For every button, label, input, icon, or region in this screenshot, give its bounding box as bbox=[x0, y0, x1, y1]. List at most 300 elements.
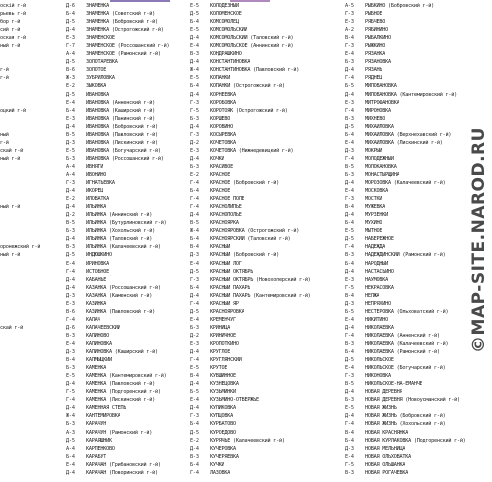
grid-reference: В-4 bbox=[190, 244, 199, 251]
grid-reference: Г-5 bbox=[190, 107, 199, 114]
index-entry bbox=[345, 445, 467, 453]
grid-reference: Е-4 bbox=[190, 316, 199, 323]
place-name: КАЛИНОВО bbox=[86, 332, 109, 339]
left-stub-row bbox=[0, 364, 62, 372]
place-name: ИГНАТЬЕВКА bbox=[86, 180, 115, 187]
index-entry bbox=[190, 58, 312, 66]
place-name: ЗНАМЕНКА (Острогожский г-й) bbox=[86, 27, 164, 34]
index-entry bbox=[190, 203, 312, 211]
grid-reference: Е-3 bbox=[345, 19, 354, 26]
grid-reference: В-3 bbox=[66, 332, 75, 339]
index-entry bbox=[190, 340, 312, 348]
left-stub-text: бор г-й bbox=[0, 19, 21, 26]
place-name: КРАСНОЯРОВКА (Острогожский г-й) bbox=[210, 228, 300, 235]
place-name: КРУГЛЯНСКИЙ bbox=[210, 357, 242, 364]
index-entry bbox=[345, 179, 467, 187]
index-entry bbox=[345, 42, 467, 50]
place-name: КАМЕНКА (Павловский г-й) bbox=[86, 381, 155, 388]
place-name: ИКОРЕЦ bbox=[86, 188, 104, 195]
left-stub-row bbox=[0, 284, 62, 292]
place-name: КОМСОМОЛЬСКИЙ bbox=[210, 27, 248, 34]
left-stub-row bbox=[0, 453, 62, 461]
grid-reference: Е-4 bbox=[345, 139, 354, 146]
grid-reference: Е-4 bbox=[345, 316, 354, 323]
grid-reference: Д-4 bbox=[66, 27, 75, 34]
grid-reference: Д-4 bbox=[345, 413, 354, 420]
grid-reference: Г-3 bbox=[190, 131, 199, 138]
index-entry bbox=[190, 420, 312, 428]
left-stub-row bbox=[0, 340, 62, 348]
left-stub-row bbox=[0, 227, 62, 235]
grid-reference: Е-2 bbox=[190, 437, 199, 444]
index-entry bbox=[66, 179, 188, 187]
index-entry bbox=[66, 292, 188, 300]
index-entry bbox=[190, 461, 312, 469]
grid-reference: Е-4 bbox=[66, 340, 75, 347]
place-name: ЗНАМЕНСКОЕ (Рамонский г-й) bbox=[86, 51, 161, 58]
index-entry bbox=[66, 437, 188, 445]
grid-reference: В-6 bbox=[66, 308, 75, 315]
index-entry bbox=[190, 284, 312, 292]
place-name: КРАСНОЯРСКИЙ (Таловский г-й) bbox=[210, 236, 291, 243]
left-stub-row bbox=[0, 179, 62, 187]
place-name: КАРПЕНКОВО bbox=[86, 445, 115, 452]
grid-reference: Г-4 bbox=[190, 180, 199, 187]
grid-reference: Д-4 bbox=[345, 389, 354, 396]
left-stub-row bbox=[0, 235, 62, 243]
place-name: ИЛЬИНКА (Таловский г-й) bbox=[86, 236, 153, 243]
index-entry bbox=[345, 74, 467, 82]
left-stub-text: г-й bbox=[0, 67, 9, 74]
index-entry bbox=[190, 82, 312, 90]
place-name: КОРОВИНО bbox=[210, 123, 233, 130]
left-stub-row bbox=[0, 91, 62, 99]
grid-reference: Г-4 bbox=[190, 300, 199, 307]
grid-reference: Д-5 bbox=[345, 123, 354, 130]
place-name: КАРАБУТ bbox=[86, 453, 107, 460]
place-name: КРИНИЦА bbox=[210, 324, 231, 331]
index-entry bbox=[345, 195, 467, 203]
index-entry bbox=[190, 163, 312, 171]
left-stub-row bbox=[0, 211, 62, 219]
grid-reference: Е-4 bbox=[66, 99, 75, 106]
index-entry bbox=[345, 324, 467, 332]
index-entry bbox=[66, 171, 188, 179]
place-name: КОНСТАНТИНОВКА bbox=[210, 59, 251, 66]
grid-reference: Д-2 bbox=[190, 139, 199, 146]
grid-reference: Е-4 bbox=[66, 461, 75, 468]
place-name: РЯБИНИНО bbox=[365, 27, 388, 34]
index-entry bbox=[66, 211, 188, 219]
place-name: КРАСНЫЙ ПАХАРЬ (Кантемировский г-й) bbox=[210, 292, 311, 299]
place-name: КРАСНОЕ bbox=[210, 188, 231, 195]
place-name: МОСТКИ bbox=[365, 196, 383, 203]
place-name: КРАСНЫЙ ОКТЯБРЬ (Новохоперский г-й) bbox=[210, 276, 311, 283]
index-entry bbox=[66, 340, 188, 348]
index-entry bbox=[66, 243, 188, 251]
left-stub-row bbox=[0, 139, 62, 147]
place-name: КОЧЕТОВКА bbox=[210, 139, 236, 146]
place-name: КОНСТАНТИНОВКА (Павловский г-й) bbox=[210, 67, 300, 74]
place-name: КОРОТОЯК (Острогожский г-й) bbox=[210, 107, 288, 114]
grid-reference: Е-4 bbox=[345, 365, 354, 372]
grid-reference: Б-5 bbox=[345, 83, 354, 90]
left-stub-row bbox=[0, 34, 62, 42]
index-entry bbox=[66, 251, 188, 259]
place-name: ИЛОВАТКА bbox=[86, 196, 109, 203]
index-entry bbox=[190, 42, 312, 50]
grid-reference: Ж-3 bbox=[66, 75, 75, 82]
place-name: КУЧКИ bbox=[210, 461, 225, 468]
left-stub-row bbox=[0, 308, 62, 316]
left-stub-row bbox=[0, 187, 62, 195]
grid-reference: В-4 bbox=[345, 35, 354, 42]
index-entry bbox=[190, 412, 312, 420]
grid-reference: Д-2 bbox=[190, 332, 199, 339]
index-column-2 bbox=[190, 2, 312, 477]
left-stub-row bbox=[0, 412, 62, 420]
place-name: КРАСНОЯРОВКА bbox=[210, 308, 245, 315]
place-name: КУЗНЕЦОВКА bbox=[210, 381, 239, 388]
place-name: КОМСОМОЛЬСКОЕ (Аннинский г-й) bbox=[210, 43, 294, 50]
place-name: КАРАЧАН (Грибановский г-й) bbox=[86, 461, 161, 468]
place-name: КОРНЕЕВКА bbox=[210, 91, 236, 98]
place-name: ЗЫКОВКА bbox=[86, 83, 107, 90]
grid-reference: Ж-4 bbox=[66, 413, 75, 420]
index-entry bbox=[345, 284, 467, 292]
index-entry bbox=[345, 308, 467, 316]
grid-reference: Б-4 bbox=[190, 188, 199, 195]
index-entry bbox=[66, 316, 188, 324]
index-entry bbox=[66, 50, 188, 58]
index-entry bbox=[345, 437, 467, 445]
grid-reference: Д-4 bbox=[190, 155, 199, 162]
index-entry bbox=[66, 107, 188, 115]
index-entry bbox=[66, 372, 188, 380]
left-stub-row bbox=[0, 260, 62, 268]
index-entry bbox=[66, 58, 188, 66]
place-name: ИЛЬИНКА (Хохольский г-й) bbox=[86, 228, 155, 235]
place-name: ИЛЬИНКА (Бутурлиновский г-й) bbox=[86, 220, 167, 227]
left-stub-text: рьевь г-й bbox=[0, 11, 26, 18]
place-name: НИКИТИНО bbox=[365, 316, 388, 323]
index-entry bbox=[66, 276, 188, 284]
place-name: НОВАЯ РОГАЧЕВКА bbox=[365, 469, 409, 476]
place-name: КУПЦОВКА bbox=[210, 413, 233, 420]
place-name: МИТРОФАНОВКА bbox=[365, 99, 400, 106]
left-stub-row bbox=[0, 348, 62, 356]
index-entry bbox=[345, 227, 467, 235]
place-name: КРУТОЕ bbox=[210, 365, 228, 372]
grid-reference: Г-4 bbox=[66, 316, 75, 323]
grid-reference: Д-4 bbox=[190, 445, 199, 452]
place-name: КОЛОМЕНСКОЕ bbox=[210, 11, 242, 18]
index-entry bbox=[190, 179, 312, 187]
grid-reference: Г-5 bbox=[66, 389, 75, 396]
index-entry bbox=[190, 364, 312, 372]
grid-reference: Б-4 bbox=[190, 236, 199, 243]
grid-reference: Г-4 bbox=[345, 155, 354, 162]
place-name: НАДЕЖДИНСКИЙ (Рамонский г-й) bbox=[365, 252, 446, 259]
place-name: РЯДНЕЦ bbox=[365, 75, 383, 82]
place-name: КАЛАЧЕЕВСКИЙ bbox=[86, 324, 121, 331]
index-entry bbox=[345, 155, 467, 163]
place-name: ЗНАМЕНКА (Советский г-й) bbox=[86, 11, 155, 18]
grid-reference: Б-3 bbox=[345, 59, 354, 66]
index-entry bbox=[66, 195, 188, 203]
grid-reference: Д-4 bbox=[345, 67, 354, 74]
place-name: КОМСОМОЛЬСКИЙ (Таловский г-й) bbox=[210, 35, 294, 42]
left-stub-row bbox=[0, 115, 62, 123]
left-stub-row bbox=[0, 195, 62, 203]
place-name: МИХНЕВО bbox=[365, 115, 386, 122]
grid-reference: Е-3 bbox=[345, 276, 354, 283]
place-name: КАМЕННАЯ СТЕПЬ bbox=[86, 405, 127, 412]
place-name: МИХАЙЛОВКА (Верхнехавский г-й) bbox=[365, 131, 452, 138]
place-name: КАЗАНКА (Россошанский г-й) bbox=[86, 284, 161, 291]
place-name: КАЗИНКА (Павловский г-й) bbox=[86, 308, 155, 315]
place-name: ИВАНОВКА (Бобровский г-й) bbox=[86, 123, 158, 130]
grid-reference: Б-4 bbox=[66, 107, 75, 114]
place-name: НОВАЯ ДЕРЕВНЯ (Новоусманский г-й) bbox=[365, 397, 460, 404]
index-entry bbox=[190, 251, 312, 259]
place-name: МИРОНОВКА bbox=[365, 107, 391, 114]
place-name: РЯЗАНОВКА bbox=[365, 59, 391, 66]
place-name: НИКОЛЬСКОЕ-НА-ЕМАНЧЕ bbox=[365, 381, 423, 388]
place-name: КРИНИЧНОЕ bbox=[210, 332, 236, 339]
place-name: КРАСНЫЙ bbox=[210, 244, 231, 251]
grid-reference: Г-3 bbox=[345, 11, 354, 18]
index-entry bbox=[345, 469, 467, 477]
left-stub-row bbox=[0, 396, 62, 404]
grid-reference: В-4 bbox=[345, 429, 354, 436]
place-name: КОЛОДЕЗНЫЙ bbox=[210, 3, 239, 10]
grid-reference: В-5 bbox=[345, 163, 354, 170]
grid-reference: В-4 bbox=[190, 373, 199, 380]
grid-reference: Г-4 bbox=[345, 244, 354, 251]
place-name: МОЛОДЕЖНЫЙ bbox=[365, 155, 394, 162]
place-name: КРАСНОЛИПЬЕ bbox=[210, 204, 242, 211]
grid-reference: Г-4 bbox=[345, 75, 354, 82]
grid-reference: Д-4 bbox=[345, 268, 354, 275]
index-entry bbox=[345, 107, 467, 115]
grid-reference: А-4 bbox=[66, 445, 75, 452]
index-entry bbox=[66, 284, 188, 292]
grid-reference: Г-3 bbox=[345, 196, 354, 203]
grid-reference: А-5 bbox=[345, 3, 354, 10]
grid-reference: Е-3 bbox=[190, 340, 199, 347]
index-entry bbox=[345, 453, 467, 461]
watermark-text: ©MAP-SITE.NAROD.RU bbox=[469, 127, 490, 353]
grid-reference: Г-4 bbox=[190, 469, 199, 476]
place-name: КУРОЕДОВО bbox=[210, 429, 236, 436]
grid-reference: Б-4 bbox=[345, 220, 354, 227]
index-entry bbox=[345, 26, 467, 34]
index-entry bbox=[66, 453, 188, 461]
place-name: ЗОЛОТАРЕВКА bbox=[86, 59, 118, 66]
index-entry bbox=[66, 139, 188, 147]
grid-reference: Е-3 bbox=[66, 300, 75, 307]
grid-reference: Б-3 bbox=[345, 397, 354, 404]
grid-reference: Д-4 bbox=[190, 212, 199, 219]
grid-reference: Г-3 bbox=[190, 276, 199, 283]
index-entry bbox=[190, 50, 312, 58]
index-entry bbox=[66, 82, 188, 90]
index-entry bbox=[345, 235, 467, 243]
grid-reference: Г-4 bbox=[66, 268, 75, 275]
left-stub-text: оцкий г-й bbox=[0, 107, 26, 114]
place-name: КАРАЧУН bbox=[86, 421, 107, 428]
index-entry bbox=[190, 211, 312, 219]
left-stub-row bbox=[0, 316, 62, 324]
index-entry bbox=[345, 34, 467, 42]
index-entry bbox=[345, 348, 467, 356]
grid-reference: Ж-4 bbox=[190, 228, 199, 235]
place-name: МУРЗЕНКИ bbox=[365, 212, 388, 219]
grid-reference: Б-3 bbox=[190, 115, 199, 122]
left-stub-row bbox=[0, 243, 62, 251]
grid-reference: Е-5 bbox=[66, 147, 75, 154]
index-entry bbox=[345, 396, 467, 404]
grid-reference: В-3 bbox=[345, 252, 354, 259]
left-stub-row bbox=[0, 388, 62, 396]
watermark bbox=[468, 20, 490, 460]
index-entry bbox=[190, 292, 312, 300]
place-name: НЕЛЖА bbox=[365, 292, 380, 299]
grid-reference: В-3 bbox=[190, 51, 199, 58]
place-name: КАМЕНКА (Кантемировский г-й) bbox=[86, 373, 167, 380]
grid-reference: А-4 bbox=[66, 163, 75, 170]
index-entry bbox=[190, 380, 312, 388]
index-entry bbox=[66, 396, 188, 404]
index-entry bbox=[66, 91, 188, 99]
grid-reference: Д-4 bbox=[190, 35, 199, 42]
grid-reference: Е-2 bbox=[66, 83, 75, 90]
place-name: КАЛМЫЦКИЙ bbox=[86, 357, 112, 364]
index-entry bbox=[190, 268, 312, 276]
place-name: КОМСОМОЛЕЦ bbox=[210, 19, 239, 26]
index-entry bbox=[66, 428, 188, 436]
place-name: МЫТНОЕ bbox=[365, 228, 383, 235]
grid-reference: Д-5 bbox=[345, 236, 354, 243]
left-stub-row bbox=[0, 74, 62, 82]
place-name: МОРОЗОВКА (Калачеевский г-й) bbox=[365, 180, 446, 187]
grid-reference: Г-3 bbox=[190, 413, 199, 420]
place-name: ИВАНОВКА (Анненский г-й) bbox=[86, 99, 155, 106]
place-name: КАЛАЧ bbox=[86, 316, 101, 323]
place-name: КРАСНЫЙ ЛОГ bbox=[210, 260, 242, 267]
grid-reference: Е-3 bbox=[66, 115, 75, 122]
left-stub-row bbox=[0, 171, 62, 179]
index-column-1 bbox=[66, 2, 188, 477]
index-entry bbox=[190, 139, 312, 147]
grid-reference: В-4 bbox=[345, 204, 354, 211]
left-stub-text: сий г-й bbox=[0, 27, 21, 34]
place-name: МИХАЙЛОВКА bbox=[365, 123, 394, 130]
index-entry bbox=[66, 260, 188, 268]
index-entry bbox=[345, 115, 467, 123]
index-entry bbox=[190, 356, 312, 364]
index-entry bbox=[345, 461, 467, 469]
grid-reference: Д-4 bbox=[66, 284, 75, 291]
left-stub-row bbox=[0, 437, 62, 445]
index-entry bbox=[66, 388, 188, 396]
index-entry bbox=[66, 18, 188, 26]
place-name: КРАСНОЯРКА bbox=[210, 220, 239, 227]
place-name: КРАСНЫЙ (Бобровский г-й) bbox=[210, 252, 279, 259]
grid-reference: Д-4 bbox=[66, 236, 75, 243]
left-stub-row bbox=[0, 372, 62, 380]
place-name: НАРОДНЫЙ bbox=[365, 260, 388, 267]
grid-reference: В-4 bbox=[66, 357, 75, 364]
left-stub-row bbox=[0, 268, 62, 276]
place-name: ИВАНОВКА (Панинский г-й) bbox=[86, 115, 155, 122]
place-name: КАМЕНКА (Подгоренский г-й) bbox=[86, 389, 161, 396]
place-name: КРАСНОЕ (Бобровский г-й) bbox=[210, 180, 279, 187]
index-entry bbox=[345, 372, 467, 380]
index-entry bbox=[190, 171, 312, 179]
place-name: КАБАНЬЕ bbox=[86, 276, 107, 283]
index-entry bbox=[66, 42, 188, 50]
grid-reference: Б-4 bbox=[190, 284, 199, 291]
place-name: НИКОЛЬСКОЕ (Богучарский г-й) bbox=[365, 365, 446, 372]
grid-reference: Д-4 bbox=[66, 204, 75, 211]
place-name: НОВАЯ ЖИЗНЬ (Бобровский г-й) bbox=[365, 413, 446, 420]
place-name: НИКОЛАЕВКА bbox=[365, 324, 394, 331]
grid-reference: Е-4 bbox=[190, 397, 199, 404]
index-entry bbox=[190, 155, 312, 163]
grid-reference: Г-3 bbox=[345, 43, 354, 50]
index-entry bbox=[345, 340, 467, 348]
place-name: КРАСНОЕ bbox=[210, 172, 231, 178]
place-name: КАЛИНОВКА bbox=[86, 340, 112, 347]
left-stub-row bbox=[0, 66, 62, 74]
place-name: НАСТАСЬИНО bbox=[365, 268, 394, 275]
index-entry bbox=[190, 219, 312, 227]
index-entry bbox=[190, 332, 312, 340]
place-name: НОВАЯ ЖИЗНЬ (Хохольский г-й) bbox=[365, 421, 446, 428]
left-stub-row bbox=[0, 58, 62, 66]
place-name: НОВАЯ КРАСНЯНКА bbox=[365, 429, 409, 436]
index-column-4 bbox=[345, 2, 467, 477]
index-entry bbox=[345, 300, 467, 308]
left-stub-row bbox=[0, 219, 62, 227]
left-stub-row bbox=[0, 292, 62, 300]
index-entry bbox=[345, 404, 467, 412]
grid-reference: Б-4 bbox=[190, 421, 199, 428]
left-stub-row bbox=[0, 131, 62, 139]
grid-reference: В-5 bbox=[190, 220, 199, 227]
place-name: КРОПОТКИНО bbox=[210, 340, 239, 347]
left-stub-text: оронежский г-й bbox=[0, 244, 41, 251]
place-name: КАМЕНКА bbox=[86, 365, 107, 372]
grid-reference: Б-4 bbox=[345, 260, 354, 267]
index-entry bbox=[190, 469, 312, 477]
index-entry bbox=[190, 115, 312, 123]
index-entry bbox=[66, 131, 188, 139]
index-entry bbox=[345, 171, 467, 179]
place-name: КУЧЕРЯЕВКА bbox=[210, 453, 239, 460]
place-name: ИСТОБНОЕ bbox=[86, 268, 109, 275]
grid-reference: Д-4 bbox=[345, 91, 354, 98]
index-entry bbox=[345, 18, 467, 26]
grid-reference: Д-3 bbox=[66, 139, 75, 146]
index-entry bbox=[345, 50, 467, 58]
place-name: НАБЕРЕЖНОЕ bbox=[365, 236, 394, 243]
place-name: КАЛИНОВКА (Каширский г-й) bbox=[86, 349, 158, 356]
place-name: НОВАЯ ЖИЗНЬ bbox=[365, 405, 397, 412]
grid-reference: Д-5 bbox=[345, 357, 354, 364]
